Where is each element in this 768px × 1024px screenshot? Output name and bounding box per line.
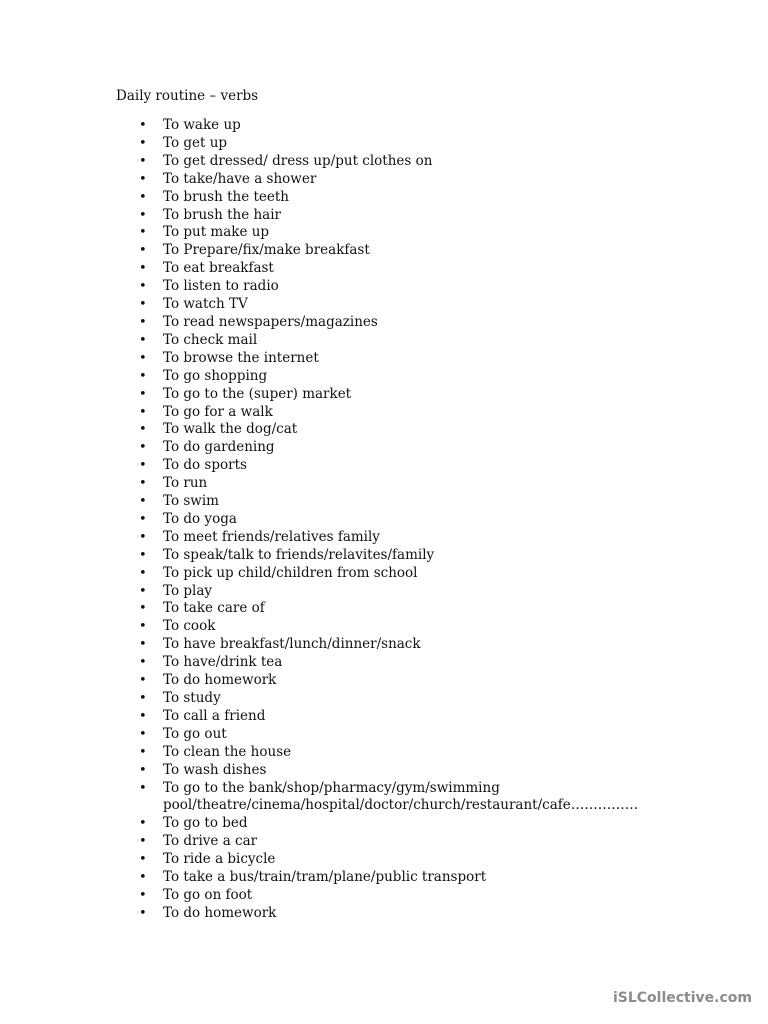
list-item bbox=[0, 905, 768, 923]
bullet-icon: • bbox=[139, 118, 147, 133]
list-item-text: To speak/talk to friends/relavites/family bbox=[163, 546, 435, 563]
list-item bbox=[0, 511, 768, 529]
list-item bbox=[0, 547, 768, 565]
list-item bbox=[0, 600, 768, 618]
list-item-text: To read newspapers/magazines bbox=[163, 313, 378, 330]
list-item-text: To wake up bbox=[163, 117, 241, 133]
list-item-text: To put make up bbox=[163, 224, 270, 241]
list-item bbox=[0, 242, 768, 260]
bullet-icon: • bbox=[139, 207, 147, 223]
list-item bbox=[0, 618, 768, 636]
list-item bbox=[0, 493, 768, 511]
bullet-icon: • bbox=[139, 261, 147, 277]
bullet-icon: • bbox=[139, 225, 147, 241]
bullet-icon: • bbox=[139, 440, 147, 456]
list-item bbox=[0, 439, 768, 457]
list-item bbox=[0, 332, 768, 350]
bullet-icon: • bbox=[139, 637, 147, 653]
list-item-text: To go out bbox=[163, 725, 227, 742]
list-item-text: To do homework bbox=[163, 672, 277, 689]
list-item bbox=[0, 171, 768, 189]
bullet-icon: • bbox=[139, 404, 147, 420]
list-item bbox=[0, 350, 768, 368]
list-item bbox=[0, 565, 768, 583]
list-item bbox=[0, 654, 768, 672]
bullet-icon: • bbox=[139, 708, 147, 724]
bullet-icon: • bbox=[139, 529, 147, 545]
bullet-icon: • bbox=[139, 314, 147, 330]
list-item bbox=[0, 404, 768, 422]
list-item-text: To wash dishes bbox=[163, 761, 267, 778]
list-item bbox=[0, 780, 768, 816]
list-item bbox=[0, 368, 768, 386]
verb-list bbox=[0, 117, 768, 923]
list-item bbox=[0, 207, 768, 225]
watermark: iSLCollective.com bbox=[612, 990, 752, 1006]
list-item-text: To do sports bbox=[163, 457, 247, 474]
list-item-text: To Prepare/fix/make breakfast bbox=[163, 242, 370, 259]
bullet-icon: • bbox=[139, 368, 147, 384]
bullet-icon: • bbox=[139, 547, 147, 563]
list-item-text: To do yoga bbox=[163, 510, 237, 527]
list-item-text: To run bbox=[163, 475, 208, 492]
list-item-text: To get dressed/ dress up/put clothes on bbox=[163, 152, 433, 169]
bullet-icon: • bbox=[139, 762, 147, 778]
list-item-text: To go to the (super) market bbox=[163, 385, 352, 402]
bullet-icon: • bbox=[139, 852, 147, 868]
list-item-text: To take care of bbox=[163, 600, 265, 617]
list-item bbox=[0, 189, 768, 207]
list-item-text: To do gardening bbox=[163, 439, 275, 456]
list-item-text: pool/theatre/cinema/hospital/doctor/church/restaurant/cafe…………… bbox=[163, 797, 639, 814]
list-item bbox=[0, 726, 768, 744]
bullet-icon: • bbox=[139, 565, 147, 581]
bullet-icon: • bbox=[139, 619, 147, 635]
bullet-icon: • bbox=[139, 511, 147, 527]
list-item bbox=[0, 278, 768, 296]
list-item bbox=[0, 421, 768, 439]
bullet-icon: • bbox=[139, 744, 147, 760]
bullet-icon: • bbox=[139, 655, 147, 671]
list-item-text: To call a friend bbox=[163, 707, 266, 724]
bullet-icon: • bbox=[139, 905, 147, 921]
list-item-text: To pick up child/children from school bbox=[163, 564, 418, 581]
list-item bbox=[0, 815, 768, 833]
list-item bbox=[0, 260, 768, 278]
bullet-icon: • bbox=[139, 691, 147, 706]
list-item bbox=[0, 529, 768, 547]
list-item bbox=[0, 762, 768, 780]
list-item-text: To walk the dog/cat bbox=[163, 421, 298, 438]
list-item-text: To cook bbox=[163, 618, 216, 635]
bullet-icon: • bbox=[139, 332, 147, 348]
list-item bbox=[0, 457, 768, 475]
list-item-text: To check mail bbox=[163, 331, 258, 348]
list-item-text: To have breakfast/lunch/dinner/snack bbox=[163, 636, 421, 653]
list-item-text: To go to the bank/shop/pharmacy/gym/swimming bbox=[163, 779, 500, 796]
list-item-text: To go shopping bbox=[163, 367, 268, 384]
list-item bbox=[0, 708, 768, 726]
bullet-icon: • bbox=[139, 297, 147, 313]
bullet-icon: • bbox=[139, 887, 147, 903]
document-title: Daily routine – verbs bbox=[116, 88, 259, 104]
bullet-icon: • bbox=[139, 476, 147, 492]
list-item-text: To study bbox=[163, 690, 221, 706]
list-item bbox=[0, 475, 768, 493]
list-item bbox=[0, 887, 768, 905]
bullet-icon: • bbox=[139, 673, 147, 689]
bullet-icon: • bbox=[139, 153, 147, 169]
bullet-icon: • bbox=[139, 834, 147, 850]
list-item-text: To do homework bbox=[163, 904, 277, 921]
list-item-text: To take/have a shower bbox=[163, 170, 317, 187]
list-item-text: To take a bus/train/tram/plane/public transport bbox=[163, 869, 487, 886]
list-item-text: To listen to radio bbox=[163, 278, 279, 295]
list-item bbox=[0, 744, 768, 762]
list-item bbox=[0, 690, 768, 708]
list-item bbox=[0, 296, 768, 314]
bullet-icon: • bbox=[139, 422, 147, 438]
bullet-icon: • bbox=[139, 494, 147, 510]
list-item bbox=[0, 224, 768, 242]
bullet-icon: • bbox=[139, 583, 147, 599]
bullet-icon: • bbox=[139, 870, 147, 886]
bullet-icon: • bbox=[139, 726, 147, 742]
bullet-icon: • bbox=[139, 386, 147, 402]
list-item-text: To brush the teeth bbox=[163, 188, 290, 205]
list-item bbox=[0, 833, 768, 851]
list-item bbox=[0, 135, 768, 153]
list-item bbox=[0, 672, 768, 690]
list-item bbox=[0, 869, 768, 887]
list-item-text: To browse the internet bbox=[163, 349, 319, 366]
list-item bbox=[0, 851, 768, 869]
list-item-text: To have/drink tea bbox=[163, 654, 283, 671]
list-item bbox=[0, 153, 768, 171]
list-item-text: To clean the house bbox=[163, 743, 292, 760]
list-item-text: To go to bed bbox=[163, 815, 248, 832]
list-item bbox=[0, 386, 768, 404]
list-item-text: To meet friends/relatives family bbox=[163, 528, 380, 545]
bullet-icon: • bbox=[139, 135, 147, 151]
bullet-icon: • bbox=[139, 189, 147, 205]
list-item-text: To go for a walk bbox=[163, 403, 273, 420]
list-item bbox=[0, 636, 768, 654]
list-item-text: To watch TV bbox=[163, 296, 248, 313]
list-item bbox=[0, 583, 768, 601]
bullet-icon: • bbox=[139, 279, 147, 295]
list-item-text: To swim bbox=[163, 493, 219, 510]
list-item-text: To play bbox=[163, 582, 213, 599]
bullet-icon: • bbox=[139, 458, 147, 474]
list-item-text: To ride a bicycle bbox=[163, 851, 276, 868]
list-item-text: To go on foot bbox=[163, 886, 253, 903]
bullet-icon: • bbox=[139, 601, 147, 617]
bullet-icon: • bbox=[139, 350, 147, 366]
list-item-text: To drive a car bbox=[163, 833, 258, 850]
list-item bbox=[0, 117, 768, 135]
bullet-icon: • bbox=[139, 780, 147, 796]
list-item bbox=[0, 314, 768, 332]
bullet-icon: • bbox=[139, 171, 147, 187]
bullet-icon: • bbox=[139, 816, 147, 832]
list-item-text: To get up bbox=[163, 134, 228, 151]
bullet-icon: • bbox=[139, 243, 147, 259]
list-item-text: To eat breakfast bbox=[163, 260, 274, 277]
list-item-text: To brush the hair bbox=[163, 206, 281, 223]
